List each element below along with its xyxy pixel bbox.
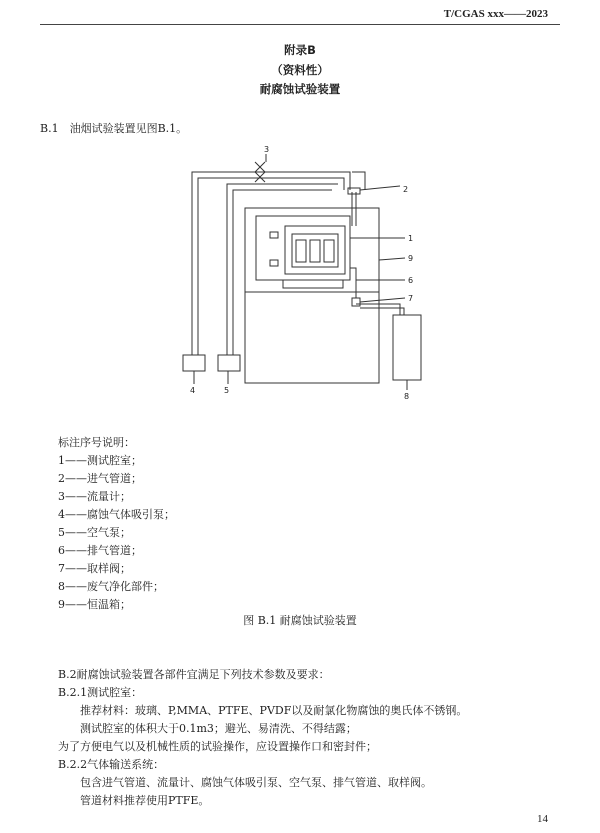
section-b22-line: 管道材料推荐使用PTFE。 (80, 794, 210, 807)
exhaust-to-scrubber-2 (360, 308, 404, 315)
port-2 (270, 260, 278, 266)
legend-title: 标注序号说明： (58, 436, 135, 449)
label-4: 4 (190, 386, 196, 395)
figure-caption: 图 B.1 耐腐蚀试验装置 (243, 614, 357, 627)
port-1 (270, 232, 278, 238)
section-b1: B.1 油烟试验装置见图B.1。 (40, 122, 188, 135)
gas-scrubber (393, 315, 421, 380)
header-rule (40, 24, 560, 25)
exhaust-to-scrubber (356, 304, 400, 315)
section-b2-intro: B.2耐腐蚀试验装置各部件宜满足下列技术参数及要求： (58, 668, 330, 681)
legend-item: 5——空气泵； (58, 526, 131, 539)
sample-1 (296, 240, 306, 262)
label-6: 6 (408, 276, 414, 285)
section-b21-line: 测试腔室的体积大于0.1m3；避光、易清洗、不得结露； (80, 722, 357, 735)
label-8: 8 (404, 392, 410, 401)
page-number: 14 (537, 813, 548, 825)
legend-item: 4——腐蚀气体吸引泵； (58, 508, 175, 521)
label-1: 1 (408, 234, 414, 243)
legend-item: 8——废气净化部件； (58, 580, 164, 593)
label-7: 7 (408, 294, 414, 303)
gas-line-inner-2 (233, 190, 332, 355)
chamber-shelf (283, 280, 343, 288)
exhaust-pipe (350, 268, 356, 298)
corrosive-gas-pump (183, 355, 205, 371)
legend-item: 7——取样阀； (58, 562, 131, 575)
legend-item: 3——流量计； (58, 490, 131, 503)
label-9: 9 (408, 254, 414, 263)
apparatus-diagram (0, 140, 600, 405)
section-b22-title: B.2.2气体输送系统： (58, 758, 165, 771)
label-2: 2 (403, 185, 409, 194)
appendix-main-title: 耐腐蚀试验装置 (259, 82, 341, 96)
section-b21-line: 为了方便电气以及机械性质的试验操作，应设置操作口和密封件； (58, 740, 377, 753)
gas-line-inner (227, 184, 338, 355)
sample-2 (310, 240, 320, 262)
legend-item: 6——排气管道； (58, 544, 142, 557)
gas-line-outer (192, 172, 350, 355)
gas-line-right (352, 172, 365, 190)
legend-item: 2——进气管道； (58, 472, 142, 485)
label-3: 3 (264, 145, 270, 154)
section-b22-line: 包含进气管道、流量计、腐蚀气体吸引泵、空气泵、排气管道、取样阀。 (80, 776, 432, 789)
appendix-informative: （资料性） (271, 63, 329, 77)
sample-3 (324, 240, 334, 262)
legend-item: 9——恒温箱； (58, 598, 131, 611)
appendix-title: 附录B (284, 43, 316, 57)
legend-item: 1——测试腔室； (58, 454, 142, 467)
air-pump (218, 355, 240, 371)
section-b21-title: B.2.1测试腔室： (58, 686, 143, 699)
sampling-valve (352, 298, 360, 306)
document-code: T/CGAS xxx——2023 (443, 8, 548, 20)
label-5: 5 (224, 386, 230, 395)
section-b21-line: 推荐材料：玻璃、P,MMA、PTFE、PVDF以及耐氯化物腐蚀的奥氏体不锈钢。 (80, 704, 468, 717)
